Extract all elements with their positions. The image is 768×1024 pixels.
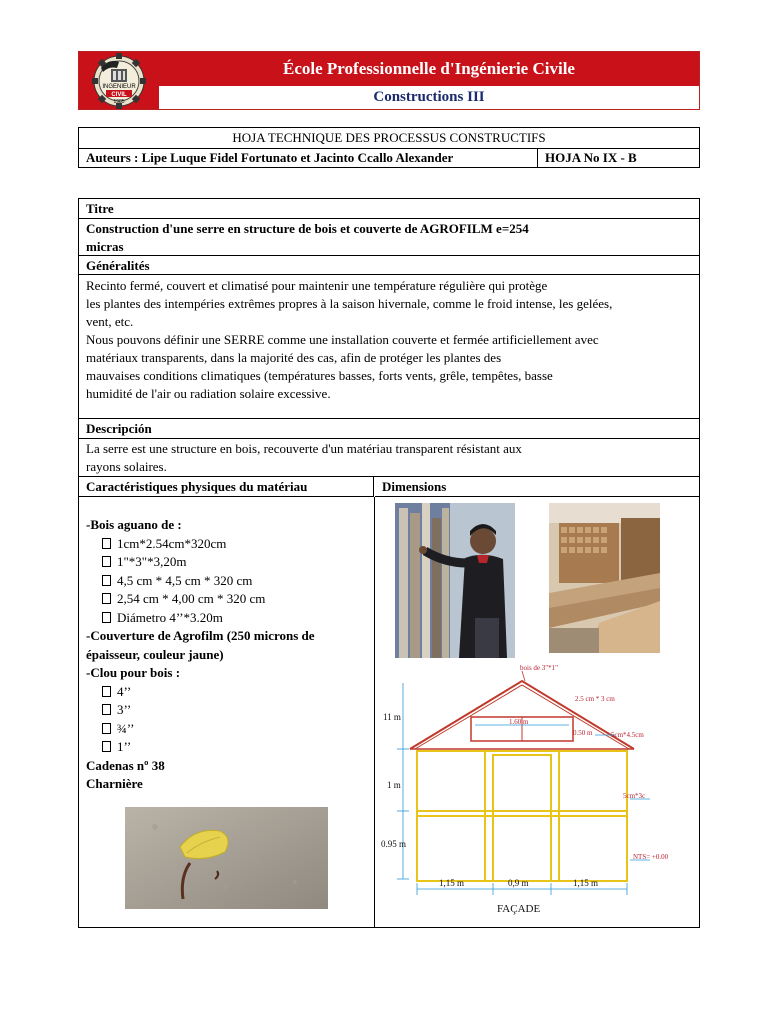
generalites-label: Généralités — [79, 256, 699, 275]
label-45: 5cm*4.5cm — [611, 731, 644, 739]
sheet-info-table — [78, 127, 700, 168]
bois-item: 2,54 cm * 4,00 cm * 320 cm — [117, 591, 266, 606]
worker-photo — [395, 503, 515, 658]
wood-stack-photo — [549, 503, 660, 653]
checkbox-icon — [102, 723, 111, 734]
facade-drawing — [375, 661, 700, 923]
list-item — [86, 720, 371, 739]
checkbox-icon — [102, 538, 111, 549]
titre-line-1: Construction d'une serre en structure de bois et couverte de AGROFILM e=254 — [86, 221, 529, 236]
checkbox-icon — [102, 593, 111, 604]
bois-item: 4,5 cm * 4,5 cm * 320 cm — [117, 572, 253, 588]
bois-item: 1cm*2.54cm*320cm — [117, 535, 227, 551]
dimensions-label: Dimensions — [375, 477, 699, 497]
clou-item: 1’’ — [117, 739, 132, 754]
checkbox-icon — [102, 575, 111, 586]
caracteristiques-label: Caractéristiques physiques du matériau — [79, 477, 374, 497]
generalites-line: matériaux transparents, dans la majorité des cas, afin de protéger les plantes des — [86, 350, 502, 365]
list-item — [86, 553, 371, 572]
sheet-number: HOJA No IX - B — [545, 150, 637, 165]
checkbox-icon — [102, 612, 111, 623]
list-item — [86, 701, 371, 720]
materials-list — [86, 516, 371, 794]
label-050: 0.50 m — [573, 729, 593, 737]
bois-item: 1"*3"*3,20m — [117, 554, 187, 569]
nail-photo — [125, 807, 328, 909]
checkbox-icon — [102, 741, 111, 752]
generalites-line: mauvaises conditions climatiques (températures basses, forts vents, grêle, tempêtes, basse — [86, 368, 553, 383]
titre-value — [79, 219, 699, 256]
authors: Auteurs : Lipe Luque Fidel Fortunato et Jacinto Ccallo Alexander — [79, 148, 538, 167]
main-table — [78, 198, 700, 928]
checkbox-icon — [102, 556, 111, 567]
bois-title: -Bois aguano de : — [86, 517, 182, 532]
sheet-title: HOJA TECHNIQUE DES PROCESSUS CONSTRUCTIFS — [79, 128, 699, 149]
checkbox-icon — [102, 686, 111, 697]
clou-title: -Clou pour bois : — [86, 665, 181, 680]
titre-label: Titre — [79, 199, 699, 219]
bois-item: Diámetro 4’’*3.20m — [117, 609, 223, 625]
clou-item: ¾’’ — [117, 720, 135, 736]
dim-115-right: 1,15 m — [573, 878, 599, 888]
list-item — [86, 609, 371, 628]
clou-item: 3’’ — [117, 702, 132, 717]
dim-1m: 1 m — [387, 780, 401, 790]
list-item — [86, 590, 371, 609]
description-line: rayons solaires. — [86, 459, 167, 474]
dim-095: 0.95 m — [381, 839, 407, 849]
couverture-line-1: -Couverture de Agrofilm (250 microns de — [86, 628, 315, 643]
dim-11m: 11 m — [383, 712, 401, 722]
document-header — [78, 51, 700, 110]
course-title: Constructions III — [159, 86, 699, 109]
logo-text-2: CIVIL — [111, 92, 127, 98]
charniere: Charnière — [86, 776, 143, 791]
list-item — [86, 535, 371, 554]
description-text — [79, 439, 699, 477]
checkbox-icon — [102, 704, 111, 715]
logo-text-3: 1985 — [113, 99, 125, 105]
description-label: Descripción — [79, 419, 699, 439]
label-5cm: 5cm*3c — [623, 792, 646, 800]
description-line: La serre est une structure en bois, recouverte d'un matériau transparent résistant aux — [86, 441, 522, 456]
generalites-line: Nous pouvons définir une SERRE comme une installation couverte et fermée artificiellement avec — [86, 332, 599, 347]
school-logo — [79, 52, 159, 109]
cadenas: Cadenas nº 38 — [86, 757, 165, 773]
label-nts: NTS= +0.00 — [633, 853, 669, 861]
titre-line-2: micras — [86, 239, 124, 254]
list-item — [86, 572, 371, 591]
list-item — [86, 738, 371, 757]
label-160: 1.60 m — [509, 718, 529, 726]
generalites-line: les plantes des intempéries extrêmes propres à la saison hivernale, comme le froid intense, les gelées, — [86, 296, 613, 311]
generalites-line: Recinto fermé, couvert et climatisé pour maintenir une température régulière qui protège — [86, 278, 548, 293]
materials-column — [79, 497, 375, 927]
school-title: École Professionnelle d'Ingénierie Civile — [159, 52, 699, 86]
generalites-line: vent, etc. — [86, 314, 134, 329]
dim-115-left: 1,15 m — [439, 878, 465, 888]
list-item — [86, 683, 371, 702]
dimensions-column — [375, 497, 699, 927]
facade-label: FAÇADE — [497, 903, 541, 915]
label-25cm: 2.5 cm * 3 cm — [575, 695, 615, 703]
clou-item: 4’’ — [117, 683, 132, 699]
couverture-line-2: épaisseur, couleur jaune) — [86, 646, 224, 662]
logo-text-1: INGENIEUR — [102, 84, 136, 90]
generalites-line: humidité de l'air ou radiation solaire excessive. — [86, 386, 331, 401]
generalites-text — [79, 275, 699, 419]
label-bois: bois de 3"*1" — [520, 664, 558, 672]
dim-09: 0,9 m — [508, 878, 529, 888]
